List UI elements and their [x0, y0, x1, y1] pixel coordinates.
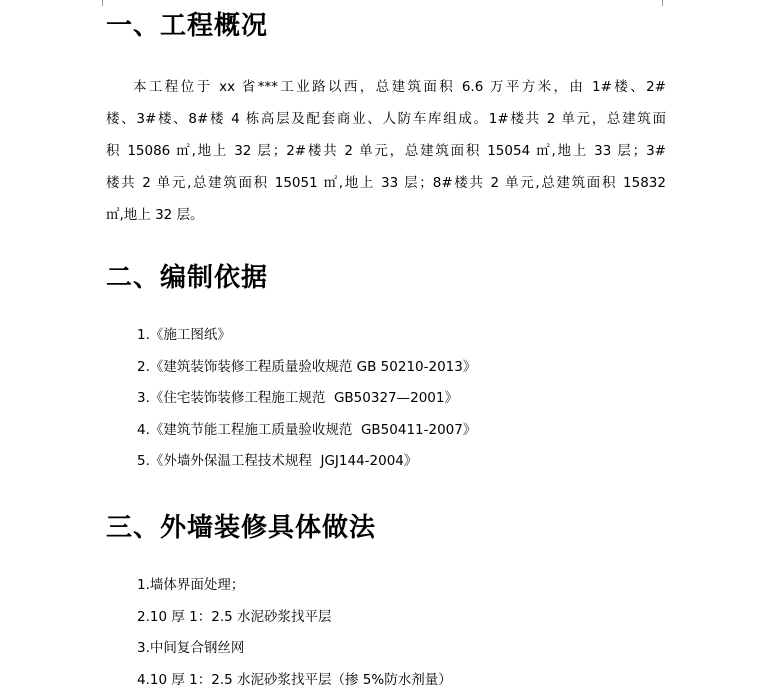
- list-item: 3.中间复合钢丝网: [137, 640, 245, 657]
- section-heading-overview: 一、工程概况: [106, 11, 269, 41]
- list-item: 5.《外墙外保温工程技术规程 JGJ144-2004》: [137, 453, 418, 470]
- paragraph-line: 楼共 2 单元,总建筑面积 15051 ㎡,地上 33 层；8#楼共 2 单元,总建筑面积 15832: [106, 175, 666, 191]
- list-item: 2.10 厚 1：2.5 水泥砂浆找平层: [137, 608, 332, 625]
- list-item: 1.《施工图纸》: [137, 327, 231, 343]
- page-corner-mark-right: [662, 0, 671, 6]
- list-item: 1.墙体界面处理；: [137, 577, 245, 593]
- section-heading-exterior-wall: 三、外墙装修具体做法: [106, 513, 377, 543]
- paragraph-line: 楼、3#楼、8#楼 4 栋高层及配套商业、人防车库组成。1#楼共 2 单元，总建筑面: [106, 111, 666, 127]
- list-item: 3.《住宅装饰装修工程施工规范 GB50327—2001》: [137, 390, 458, 407]
- exterior-wall-steps-list: [137, 570, 452, 687]
- paragraph-line: 本工程位于 xx 省***工业路以西，总建筑面积 6.6 万平方米，由 1#楼、2#: [133, 79, 666, 95]
- basis-list: [137, 320, 476, 478]
- list-item: 4.10 厚 1：2.5 水泥砂浆找平层（掺 5%防水剂量）: [137, 671, 452, 687]
- list-item: 2.《建筑装饰装修工程质量验收规范 GB 50210-2013》: [137, 358, 477, 375]
- section-heading-basis: 二、编制依据: [106, 263, 269, 293]
- page-corner-mark-left: [94, 0, 103, 6]
- paragraph-line: ㎡,地上 32 层。: [106, 207, 204, 223]
- overview-paragraph: [106, 71, 666, 231]
- paragraph-line: 积 15086 ㎡,地上 32 层；2#楼共 2 单元，总建筑面积 15054 ㎡,地上 33 层；3#: [106, 143, 666, 159]
- list-item: 4.《建筑节能工程施工质量验收规范 GB50411-2007》: [137, 421, 477, 438]
